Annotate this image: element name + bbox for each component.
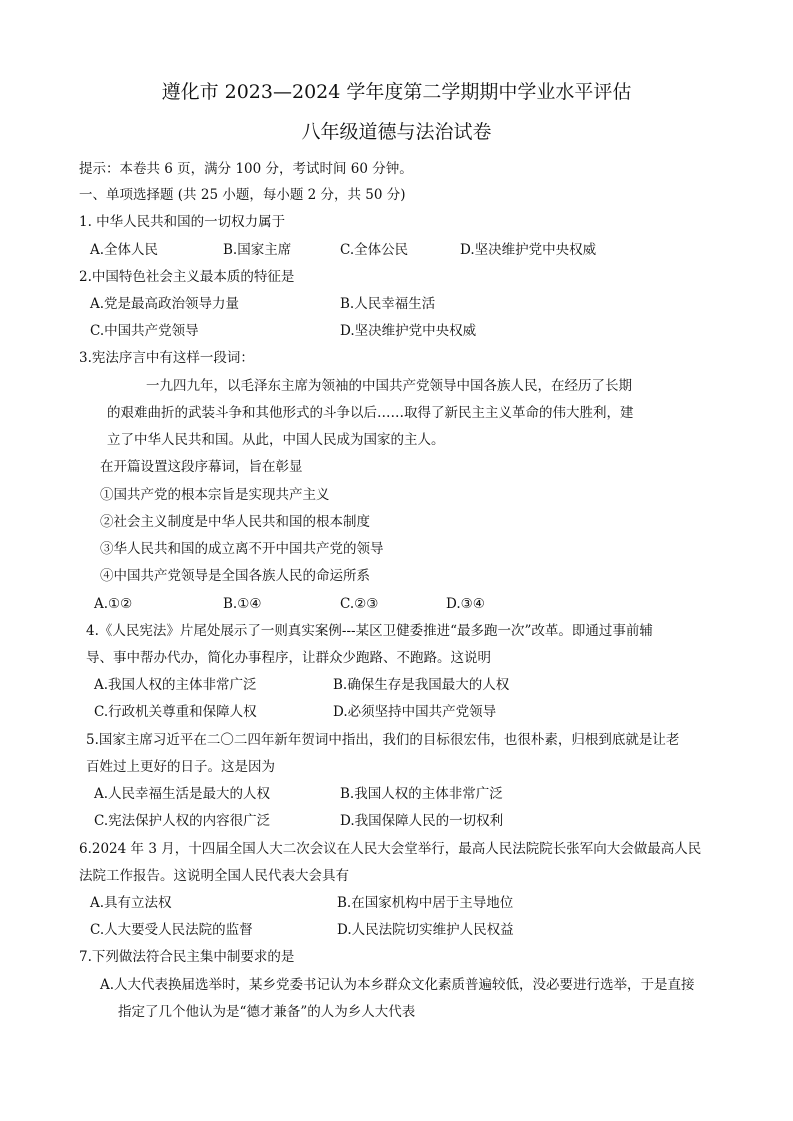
question-3-stem: 3.宪法序言中有这样一段词： <box>79 350 254 366</box>
question-5-option-d: D.我国保障人民的一切权利 <box>340 813 504 829</box>
question-2-option-c: C.中国共产党领导 <box>90 323 199 339</box>
question-7-option-a-line-1: A.人大代表换届选举时，某乡党委书记认为本乡群众文化素质普遍较低，没必要进行选举，于是直接 <box>100 977 695 993</box>
question-4-option-a: A.我国人权的主体非常广泛 <box>94 677 257 693</box>
question-3-ask: 在开篇设置这段序幕词，旨在彰显 <box>100 459 303 475</box>
question-2-option-a: A.党是最高政治领导力量 <box>90 296 240 312</box>
question-3-option-a: A.①② <box>94 596 133 612</box>
question-4-stem-line-1: 4.《人民宪法》片尾处展示了一则真实案例---某区卫健委推进“最多跑一次”改革。即通过事前辅 <box>86 623 653 639</box>
question-3-quote-line-1: 一九四九年，以毛泽东主席为领袖的中国共产党领导中国各族人民，在经历了长期 <box>146 378 632 394</box>
question-1-option-b: B.国家主席 <box>223 242 292 258</box>
question-3-statement-3: ③华人民共和国的成立离不开中国共产党的领导 <box>100 541 384 557</box>
question-3-option-d: D.③④ <box>446 596 485 612</box>
exam-subtitle: 八年级道德与法治试卷 <box>301 121 492 143</box>
question-1-option-c: C.全体公民 <box>340 242 409 258</box>
question-3-quote-line-3: 立了中华人民共和国。从此，中国人民成为国家的主人。 <box>107 432 445 448</box>
question-2-option-d: D.坚决维护党中央权威 <box>340 323 477 339</box>
exam-notice: 提示：本卷共 6 页，满分 100 分，考试时间 60 分钟。 <box>79 161 413 177</box>
question-3-statement-4: ④中国共产党领导是全国各族人民的命运所系 <box>100 568 370 584</box>
question-5-option-b: B.我国人权的主体非常广泛 <box>340 786 503 802</box>
question-4-stem-line-2: 导、事中帮办代办，简化办事程序，让群众少跑路、不跑路。这说明 <box>86 650 491 666</box>
question-5-stem-line-1: 5.国家主席习近平在二〇二四年新年贺词中指出，我们的目标很宏伟，也很朴素，归根到底就是让老 <box>86 732 680 748</box>
question-7-option-a-line-2: 指定了几个他认为是“德才兼备”的人为乡人大代表 <box>118 1004 416 1020</box>
question-3-quote-line-2: 的艰难曲折的武装斗争和其他形式的斗争以后……取得了新民主主义革命的伟大胜利，建 <box>107 405 634 421</box>
question-3-statement-2: ②社会主义制度是中华人民共和国的根本制度 <box>100 514 370 530</box>
question-1-stem: 1. 中华人民共和国的一切权力属于 <box>79 214 286 230</box>
question-6-option-a: A.具有立法权 <box>90 895 172 911</box>
question-5-option-c: C.宪法保护人权的内容很广泛 <box>94 813 271 829</box>
question-4-option-b: B.确保生存是我国最大的人权 <box>333 677 510 693</box>
question-4-option-d: D.必须坚持中国共产党领导 <box>333 704 497 720</box>
question-5-stem-line-2: 百姓过上更好的日子。这是因为 <box>86 759 275 775</box>
question-6-option-d: D.人民法院切实维护人民权益 <box>337 922 514 938</box>
question-2-stem: 2.中国特色社会主义最本质的特征是 <box>79 269 295 285</box>
question-2-option-b: B.人民幸福生活 <box>340 296 436 312</box>
question-4-option-c: C.行政机关尊重和保障人权 <box>94 704 257 720</box>
question-5-option-a: A.人民幸福生活是最大的人权 <box>94 786 271 802</box>
question-1-option-a: A.全体人民 <box>90 242 159 258</box>
question-6-option-b: B.在国家机构中居于主导地位 <box>337 895 514 911</box>
section-heading: 一、单项选择题 (共 25 小题，每小题 2 分，共 50 分) <box>79 187 406 203</box>
question-1-option-d: D.坚决维护党中央权威 <box>460 242 597 258</box>
question-6-option-c: C.人大要受人民法院的监督 <box>90 922 253 938</box>
question-6-stem-line-1: 6.2024 年 3 月，十四届全国人大二次会议在人民大会堂举行，最高人民法院院长张军向大会做最高人民 <box>79 841 702 857</box>
question-3-option-c: C.②③ <box>340 596 379 612</box>
question-3-option-b: B.①④ <box>223 596 262 612</box>
exam-title: 遵化市 2023—2024 学年度第二学期期中学业水平评估 <box>161 81 632 103</box>
question-7-stem: 7.下列做法符合民主集中制要求的是 <box>79 949 295 965</box>
question-6-stem-line-2: 法院工作报告。这说明全国人民代表大会具有 <box>79 868 349 884</box>
question-3-statement-1: ①国共产党的根本宗旨是实现共产主义 <box>100 487 330 503</box>
